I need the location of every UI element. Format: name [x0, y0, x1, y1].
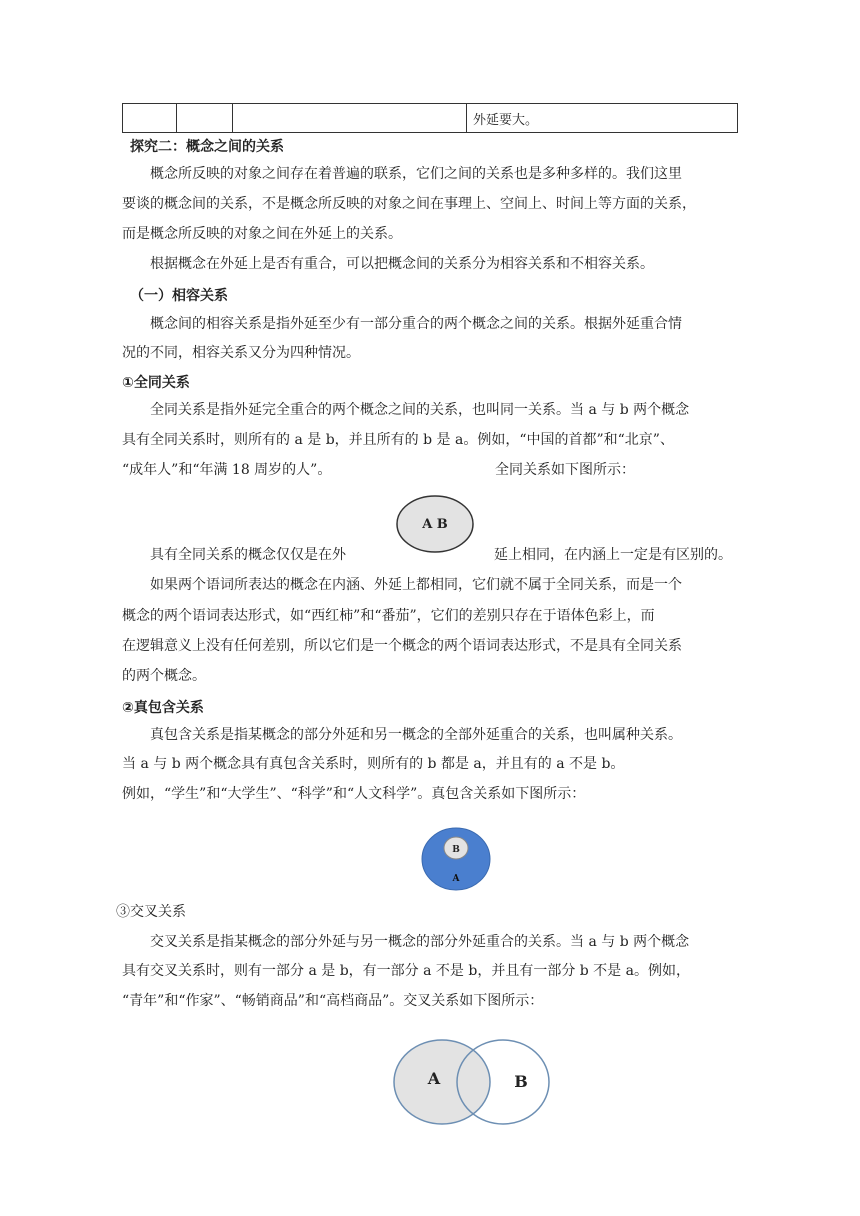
- identity-para2-line: 的两个概念。: [122, 668, 206, 684]
- table-fragment: [122, 103, 738, 133]
- identity-para2-line: 在逻辑意义上没有任何差别，所以它们是一个概念的两个语词表达形式，不是具有全同关系: [122, 638, 682, 654]
- table-cell: [177, 104, 233, 133]
- table-cell: [233, 104, 467, 133]
- identity-para2-line: 如果两个语词所表达的概念在内涵、外延上都相同，它们就不属于全同关系，而是一个: [150, 577, 682, 593]
- classification-text: 根据概念在外延上是否有重合，可以把概念间的关系分为相容关系和不相容关系。: [150, 256, 654, 272]
- intersection-line: 交叉关系是指某概念的部分外延与另一概念的部分外延重合的关系。当 a 与 b 两个概念: [150, 934, 690, 950]
- identity-note-right: 延上相同，在内涵上一定是有区别的。: [494, 547, 732, 563]
- identity-label: A B: [422, 517, 448, 532]
- intersection-diagram: [390, 1036, 555, 1128]
- intro-line: 要谈的概念间的关系，不是概念所反映的对象之间在事理上、空间上、时间上等方面的关系，: [122, 196, 696, 212]
- inclusion-outer-label: A: [452, 874, 460, 884]
- intro-line: 而是概念所反映的对象之间在外延上的关系。: [122, 226, 402, 242]
- identity-diagram: [394, 494, 476, 560]
- inclusion-inner-label: B: [452, 845, 460, 855]
- identity-figure-caption: 全同关系如下图所示：: [495, 462, 635, 478]
- identity-para2-line: 概念的两个语词表达形式，如“西红柿”和“番茄”，它们的差别只存在于语体色彩上，而: [122, 608, 655, 624]
- compatible-line: 况的不同，相容关系又分为四种情况。: [122, 345, 360, 361]
- inclusion-line: 例如，“学生”和“大学生”、“科学”和“人文科学”。真包含关系如下图所示：: [122, 786, 586, 802]
- inclusion-line: 当 a 与 b 两个概念具有真包含关系时，则所有的 b 都是 a，并且有的 a 不是 b。: [122, 756, 625, 772]
- inclusion-heading: ②真包含关系: [122, 700, 204, 716]
- set-a-label: A: [427, 1069, 441, 1088]
- inclusion-diagram: [420, 826, 492, 892]
- table-cell: 外延要大。: [467, 104, 738, 133]
- compatible-line: 概念间的相容关系是指外延至少有一部分重合的两个概念之间的关系。根据外延重合情: [150, 316, 682, 332]
- inclusion-line: 真包含关系是指某概念的部分外延和另一概念的全部外延重合的关系，也叫属种关系。: [150, 727, 682, 743]
- intersection-heading: ③交叉关系: [116, 904, 186, 920]
- intersection-line: “青年”和“作家”、“畅销商品”和“高档商品”。交叉关系如下图所示：: [122, 993, 544, 1009]
- set-b-label: B: [514, 1072, 528, 1091]
- identity-line: 全同关系是指外延完全重合的两个概念之间的关系，也叫同一关系。当 a 与 b 两个概念: [150, 402, 690, 418]
- compatible-heading: （一）相容关系: [130, 288, 228, 304]
- identity-heading: ①全同关系: [122, 375, 190, 391]
- identity-line: 具有全同关系时，则所有的 a 是 b，并且所有的 b 是 a。例如，“中国的首都”和“北京”、: [122, 432, 674, 448]
- table-cell: [123, 104, 177, 133]
- section-title: 探究二：概念之间的关系: [130, 139, 284, 155]
- identity-line: “成年人”和“年满 18 周岁的人”。: [122, 462, 332, 478]
- intersection-line: 具有交叉关系时，则有一部分 a 是 b，有一部分 a 不是 b，并且有一部分 b 不是 a。例如，: [122, 963, 690, 979]
- intro-line: 概念所反映的对象之间存在着普遍的联系，它们之间的关系也是多种多样的。我们这里: [150, 166, 682, 182]
- identity-note-left: 具有全同关系的概念仅仅是在外: [150, 547, 346, 563]
- set-a-circle: [394, 1040, 490, 1124]
